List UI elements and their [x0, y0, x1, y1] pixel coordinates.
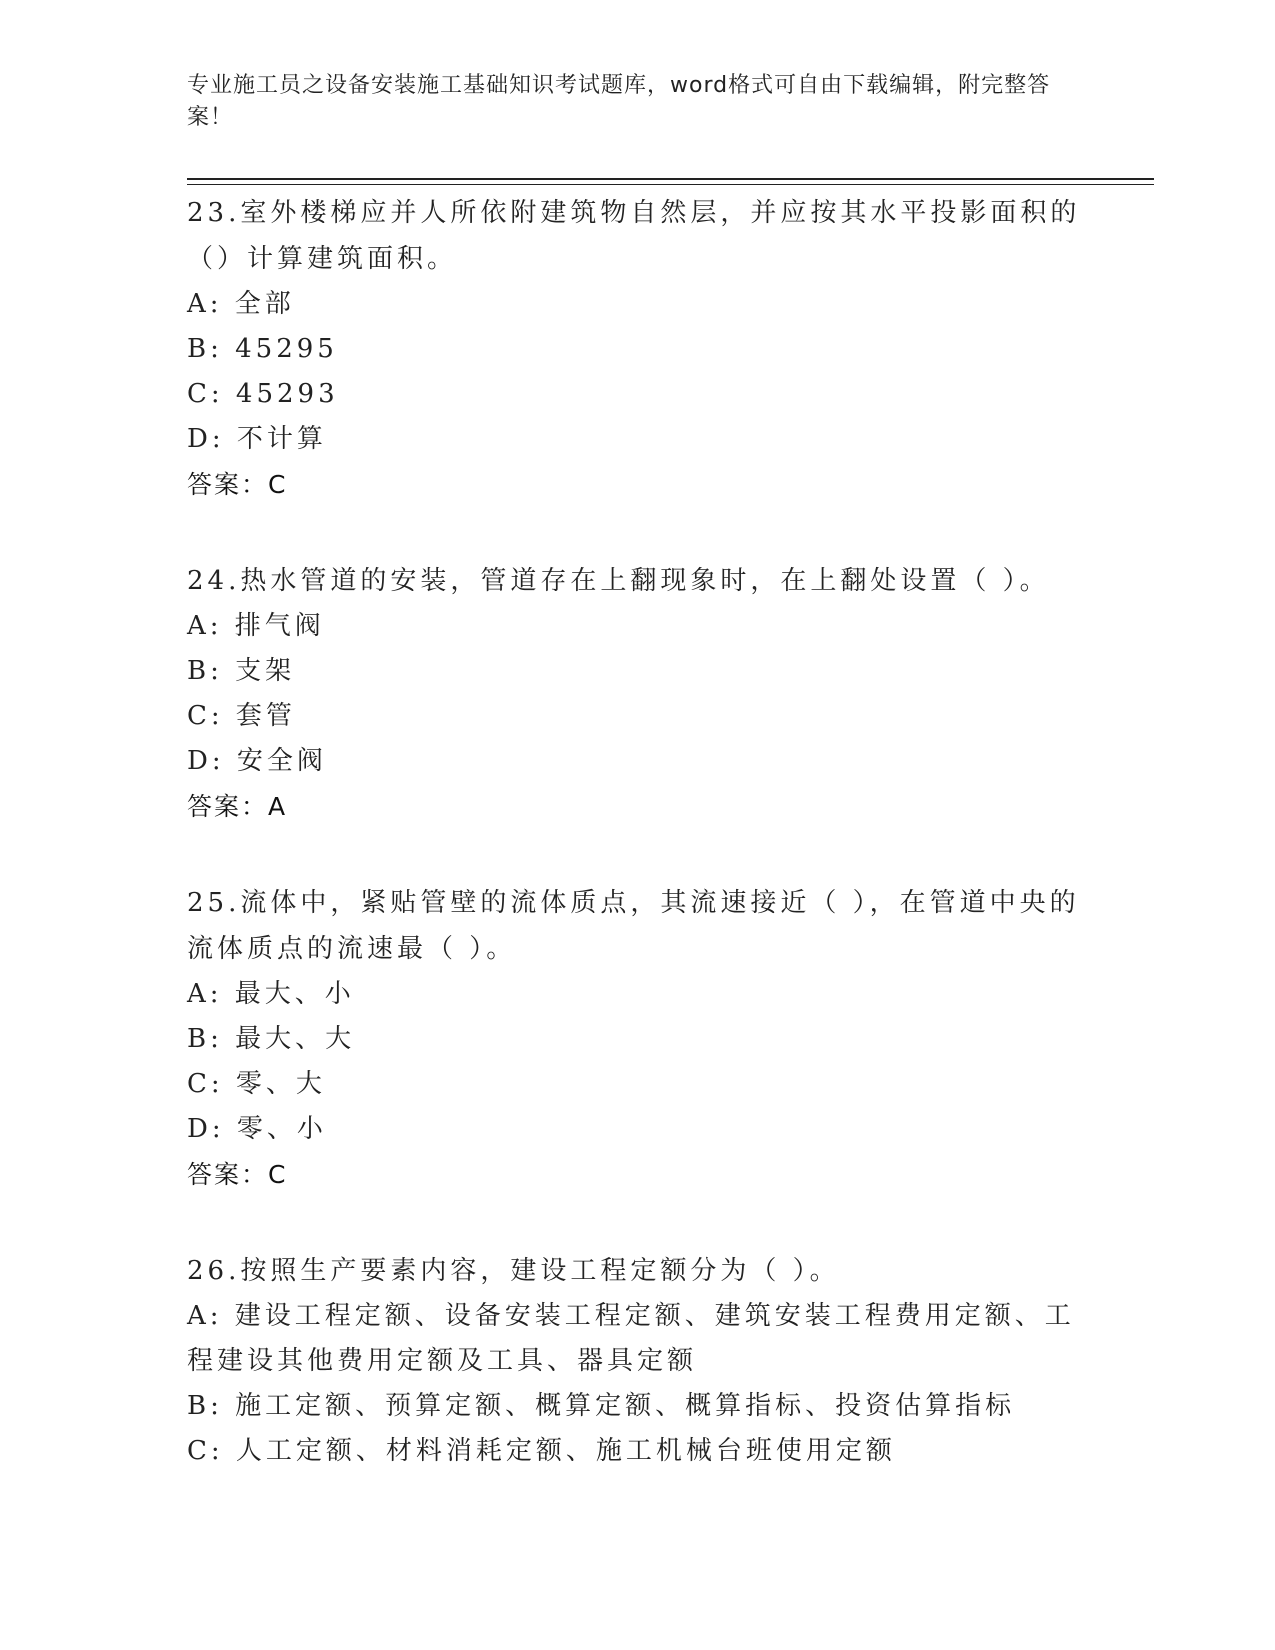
option-b: B: 最大、大	[187, 1024, 356, 1054]
answer-label: 答案：C	[187, 470, 288, 499]
option-c: C: 45293	[187, 379, 339, 409]
answer-label: 答案：C	[187, 1160, 288, 1189]
option-a: A: 排气阀	[187, 611, 325, 641]
option-c: C: 套管	[187, 701, 296, 731]
header-divider-thick	[187, 178, 1154, 180]
question-24	[187, 558, 1087, 830]
option-b: B: 45295	[187, 334, 338, 364]
option-d: D: 不计算	[187, 424, 327, 454]
option-d: D: 零、小	[187, 1114, 327, 1144]
question-stem: 25.流体中，紧贴管壁的流体质点，其流速接近（ ），在管道中央的流体质点的流速最（ ）。	[187, 888, 1080, 964]
question-23	[187, 190, 1087, 508]
option-c: C: 人工定额、材料消耗定额、施工机械台班使用定额	[187, 1436, 896, 1466]
option-a: A: 全部	[187, 289, 295, 319]
option-c: C: 零、大	[187, 1069, 326, 1099]
question-stem: 23.室外楼梯应并人所依附建筑物自然层，并应按其水平投影面积的（）计算建筑面积。	[187, 198, 1081, 274]
question-list	[187, 190, 1087, 1524]
answer-label: 答案：A	[187, 792, 288, 821]
option-b: B: 支架	[187, 656, 296, 686]
question-stem: 24.热水管道的安装，管道存在上翻现象时，在上翻处设置（ ）。	[187, 566, 1050, 596]
question-26	[187, 1248, 1087, 1474]
header-divider-thin	[187, 184, 1154, 185]
question-stem: 26.按照生产要素内容，建设工程定额分为（ ）。	[187, 1256, 840, 1286]
document-header: 专业施工员之设备安装施工基础知识考试题库，word格式可自由下载编辑，附完整答案！	[187, 73, 1051, 130]
option-b: B: 施工定额、预算定额、概算定额、概算指标、投资估算指标	[187, 1391, 1016, 1421]
option-d: D: 安全阀	[187, 746, 327, 776]
option-a: A: 最大、小	[187, 979, 355, 1009]
option-a: A: 建设工程定额、设备安装工程定额、建筑安装工程费用定额、工程建设其他费用定额及工具、器具定额	[187, 1301, 1075, 1376]
question-25	[187, 880, 1087, 1198]
